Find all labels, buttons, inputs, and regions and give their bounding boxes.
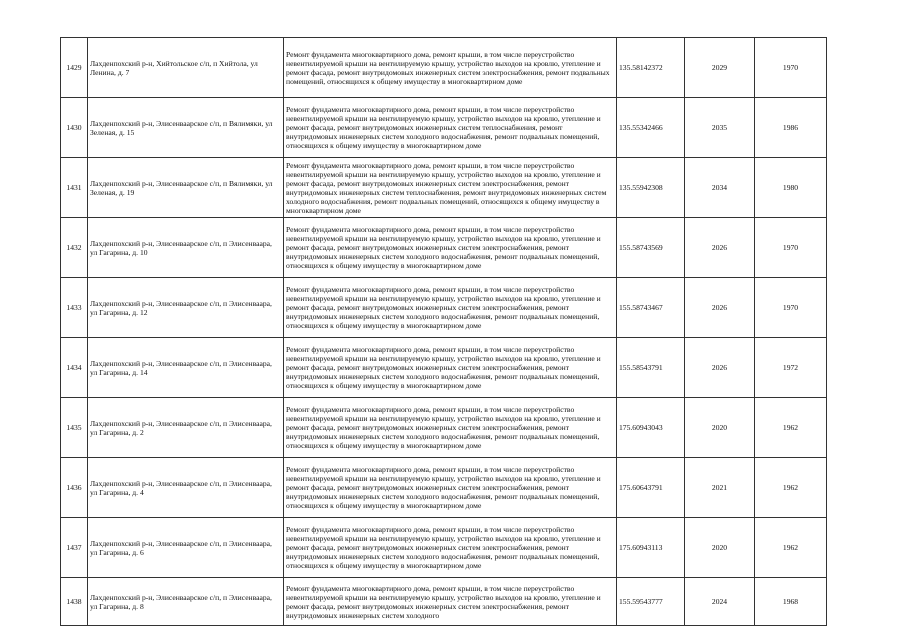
address-cell: Лахденпохский р-н, Элисенваарское с/п, п Элисенваара, ул Гагарина, д. 2 [88,398,284,458]
build-year-cell: 1970 [755,218,827,278]
row-number: 1436 [61,458,88,518]
works-cell: Ремонт фундамента многоквартирного дома, ремонт крыши, в том числе переустройство невентилируемой крыши на вентилируемую крышу, устройство выходов на кровлю, утепление и ремонт фасада, ремонт внутридомовых инженерных систем электроснабжения, ремонт внутридомовых инженерных систем теплоснабжения, ремонт внутридомовых инженерных систем холодного водоснабжения, ремонт подвальных помещений, относящихся к общему имуществу в многоквартирном доме [284,158,617,218]
table-row [61,158,827,218]
works-cell: Ремонт фундамента многоквартирного дома, ремонт крыши, в том числе переустройство невентилируемой крыши на вентилируемую крышу, устройство выходов на кровлю, утепление и ремонт фасада, ремонт внутридомовых инженерных систем электроснабжения, ремонт подвальных помещений, относящихся к общему имуществу в многоквартирном доме [284,38,617,98]
works-cell: Ремонт фундамента многоквартирного дома, ремонт крыши, в том числе переустройство невентилируемой крыши на вентилируемую крышу, устройство выходов на кровлю, утепление и ремонт фасада, ремонт внутридомовых инженерных систем электроснабжения, ремонт внутридомовых инженерных систем холодного водоснабжения, ремонт подвальных помещений, относящихся к общему имуществу в многоквартирном доме [284,458,617,518]
register-table-body [61,38,827,626]
planned-year-cell: 2020 [685,518,755,578]
row-number: 1433 [61,278,88,338]
table-row [61,98,827,158]
build-year-cell: 1962 [755,518,827,578]
area-value-cell: 135.55942308 [617,158,685,218]
planned-year-cell: 2021 [685,458,755,518]
works-cell: Ремонт фундамента многоквартирного дома, ремонт крыши, в том числе переустройство невентилируемой крыши на вентилируемую крышу, устройство выходов на кровлю, утепление и ремонт фасада, ремонт внутридомовых инженерных систем электроснабжения, ремонт внутридомовых инженерных систем холодного водоснабжения, ремонт подвальных помещений, относящихся к общему имуществу в многоквартирном доме [284,278,617,338]
register-table [60,37,827,626]
address-cell: Лахденпохский р-н, Элисенваарское с/п, п Элисенваара, ул Гагарина, д. 10 [88,218,284,278]
table-row [61,218,827,278]
address-cell: Лахденпохский р-н, Элисенваарское с/п, п Элисенваара, ул Гагарина, д. 14 [88,338,284,398]
area-value-cell: 155.58743467 [617,278,685,338]
planned-year-cell: 2026 [685,218,755,278]
address-cell: Лахденпохский р-н, Хийтольское с/п, п Хийтола, ул Ленина, д. 7 [88,38,284,98]
table-row [61,338,827,398]
planned-year-cell: 2026 [685,278,755,338]
row-number: 1432 [61,218,88,278]
build-year-cell: 1972 [755,338,827,398]
row-number: 1438 [61,578,88,626]
build-year-cell: 1986 [755,98,827,158]
planned-year-cell: 2029 [685,38,755,98]
area-value-cell: 155.59543777 [617,578,685,626]
build-year-cell: 1980 [755,158,827,218]
planned-year-cell: 2035 [685,98,755,158]
works-cell: Ремонт фундамента многоквартирного дома, ремонт крыши, в том числе переустройство невентилируемой крыши на вентилируемую крышу, устройство выходов на кровлю, утепление и ремонт фасада, ремонт внутридомовых инженерных систем электроснабжения, ремонт внутридомовых инженерных систем холодного [284,578,617,626]
planned-year-cell: 2020 [685,398,755,458]
works-cell: Ремонт фундамента многоквартирного дома, ремонт крыши, в том числе переустройство невентилируемой крыши на вентилируемую крышу, устройство выходов на кровлю, утепление и ремонт фасада, ремонт внутридомовых инженерных систем электроснабжения, ремонт внутридомовых инженерных систем холодного водоснабжения, ремонт подвальных помещений, относящихся к общему имуществу в многоквартирном доме [284,218,617,278]
works-cell: Ремонт фундамента многоквартирного дома, ремонт крыши, в том числе переустройство невентилируемой крыши на вентилируемую крышу, устройство выходов на кровлю, утепление и ремонт фасада, ремонт внутридомовых инженерных систем электроснабжения, ремонт внутридомовых инженерных систем холодного водоснабжения, ремонт подвальных помещений, относящихся к общему имуществу в многоквартирном доме [284,398,617,458]
area-value-cell: 175.60943043 [617,398,685,458]
row-number: 1430 [61,98,88,158]
row-number: 1431 [61,158,88,218]
table-row [61,518,827,578]
table-row [61,398,827,458]
area-value-cell: 175.60643791 [617,458,685,518]
table-row [61,578,827,626]
works-cell: Ремонт фундамента многоквартирного дома, ремонт крыши, в том числе переустройство невентилируемой крыши на вентилируемую крышу, устройство выходов на кровлю, утепление и ремонт фасада, ремонт внутридомовых инженерных систем электроснабжения, ремонт внутридомовых инженерных систем холодного водоснабжения, ремонт подвальных помещений, относящихся к общему имуществу в многоквартирном доме [284,338,617,398]
table-row [61,458,827,518]
build-year-cell: 1962 [755,398,827,458]
address-cell: Лахденпохский р-н, Элисенваарское с/п, п Элисенваара, ул Гагарина, д. 4 [88,458,284,518]
address-cell: Лахденпохский р-н, Элисенваарское с/п, п Элисенваара, ул Гагарина, д. 8 [88,578,284,626]
row-number: 1434 [61,338,88,398]
table-row [61,38,827,98]
area-value-cell: 135.58142372 [617,38,685,98]
build-year-cell: 1968 [755,578,827,626]
planned-year-cell: 2034 [685,158,755,218]
works-cell: Ремонт фундамента многоквартирного дома, ремонт крыши, в том числе переустройство невентилируемой крыши на вентилируемую крышу, устройство выходов на кровлю, утепление и ремонт фасада, ремонт внутридомовых инженерных систем электроснабжения, ремонт внутридомовых инженерных систем холодного водоснабжения, ремонт подвальных помещений, относящихся к общему имуществу в многоквартирном доме [284,518,617,578]
row-number: 1437 [61,518,88,578]
area-value-cell: 135.55342466 [617,98,685,158]
build-year-cell: 1970 [755,38,827,98]
address-cell: Лахденпохский р-н, Элисенваарское с/п, п Вялимяки, ул Зеленая, д. 19 [88,158,284,218]
area-value-cell: 155.58743569 [617,218,685,278]
planned-year-cell: 2026 [685,338,755,398]
row-number: 1429 [61,38,88,98]
planned-year-cell: 2024 [685,578,755,626]
row-number: 1435 [61,398,88,458]
works-cell: Ремонт фундамента многоквартирного дома, ремонт крыши, в том числе переустройство невентилируемой крыши на вентилируемую крышу, устройство выходов на кровлю, утепление и ремонт фасада, ремонт внутридомовых инженерных систем теплоснабжения, ремонт внутридомовых инженерных систем холодного водоснабжения, ремонт подвальных помещений, относящихся к общему имуществу в многоквартирном доме [284,98,617,158]
area-value-cell: 155.58543791 [617,338,685,398]
address-cell: Лахденпохский р-н, Элисенваарское с/п, п Вялимяки, ул Зеленая, д. 15 [88,98,284,158]
build-year-cell: 1962 [755,458,827,518]
table-row [61,278,827,338]
address-cell: Лахденпохский р-н, Элисенваарское с/п, п Элисенваара, ул Гагарина, д. 6 [88,518,284,578]
area-value-cell: 175.60943113 [617,518,685,578]
build-year-cell: 1970 [755,278,827,338]
address-cell: Лахденпохский р-н, Элисенваарское с/п, п Элисенваара, ул Гагарина, д. 12 [88,278,284,338]
